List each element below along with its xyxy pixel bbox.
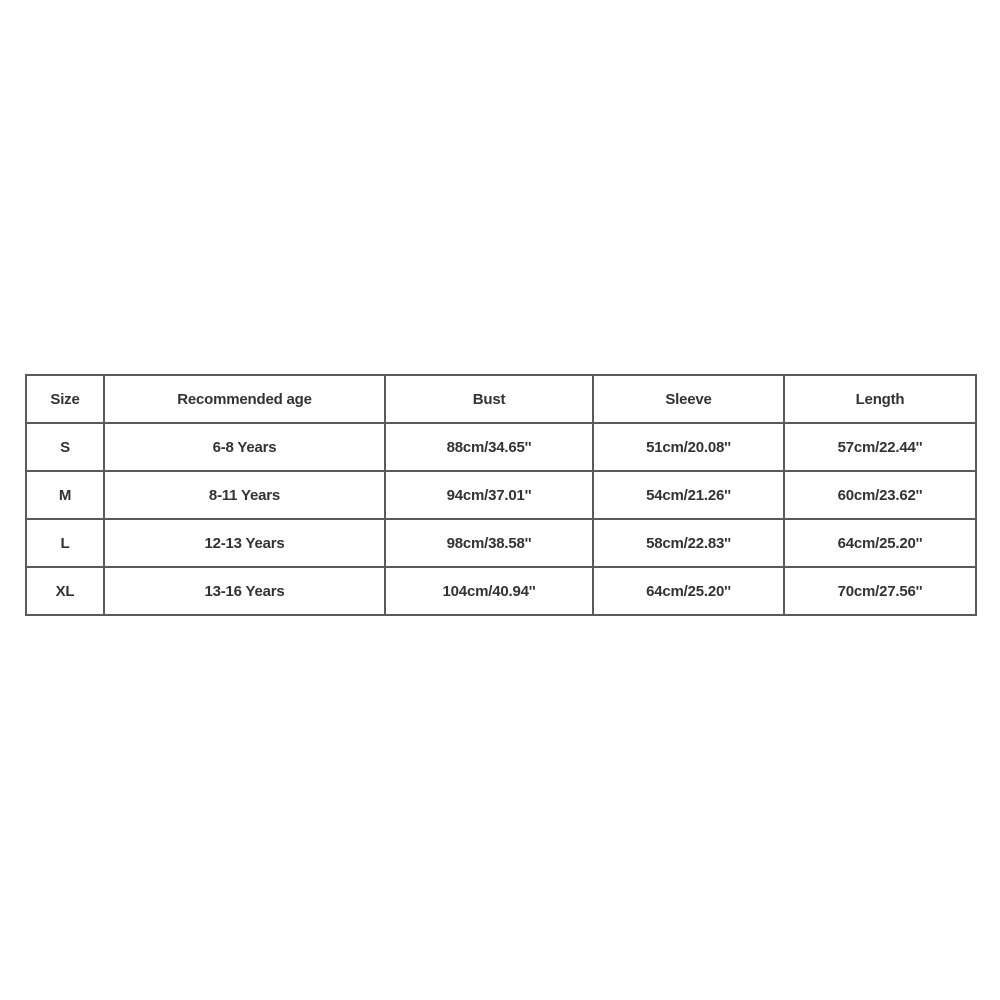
table-header [26, 375, 976, 423]
cell-size: XL [26, 567, 104, 615]
size-chart-table [25, 374, 977, 616]
cell-length: 70cm/27.56'' [784, 567, 976, 615]
cell-length: 64cm/25.20'' [784, 519, 976, 567]
cell-size: L [26, 519, 104, 567]
cell-bust: 88cm/34.65'' [385, 423, 593, 471]
header-bust: Bust [385, 375, 593, 423]
cell-recommended-age: 12-13 Years [104, 519, 385, 567]
cell-bust: 94cm/37.01'' [385, 471, 593, 519]
cell-length: 57cm/22.44'' [784, 423, 976, 471]
table-row [26, 519, 976, 567]
cell-length: 60cm/23.62'' [784, 471, 976, 519]
header-recommended-age: Recommended age [104, 375, 385, 423]
cell-sleeve: 58cm/22.83'' [593, 519, 784, 567]
table-row [26, 567, 976, 615]
cell-sleeve: 54cm/21.26'' [593, 471, 784, 519]
cell-recommended-age: 13-16 Years [104, 567, 385, 615]
cell-bust: 98cm/38.58'' [385, 519, 593, 567]
table-row [26, 423, 976, 471]
header-row [26, 375, 976, 423]
table-body [26, 423, 976, 615]
cell-recommended-age: 8-11 Years [104, 471, 385, 519]
header-size: Size [26, 375, 104, 423]
cell-sleeve: 51cm/20.08'' [593, 423, 784, 471]
cell-sleeve: 64cm/25.20'' [593, 567, 784, 615]
header-length: Length [784, 375, 976, 423]
cell-bust: 104cm/40.94'' [385, 567, 593, 615]
cell-size: M [26, 471, 104, 519]
cell-recommended-age: 6-8 Years [104, 423, 385, 471]
cell-size: S [26, 423, 104, 471]
table-row [26, 471, 976, 519]
header-sleeve: Sleeve [593, 375, 784, 423]
